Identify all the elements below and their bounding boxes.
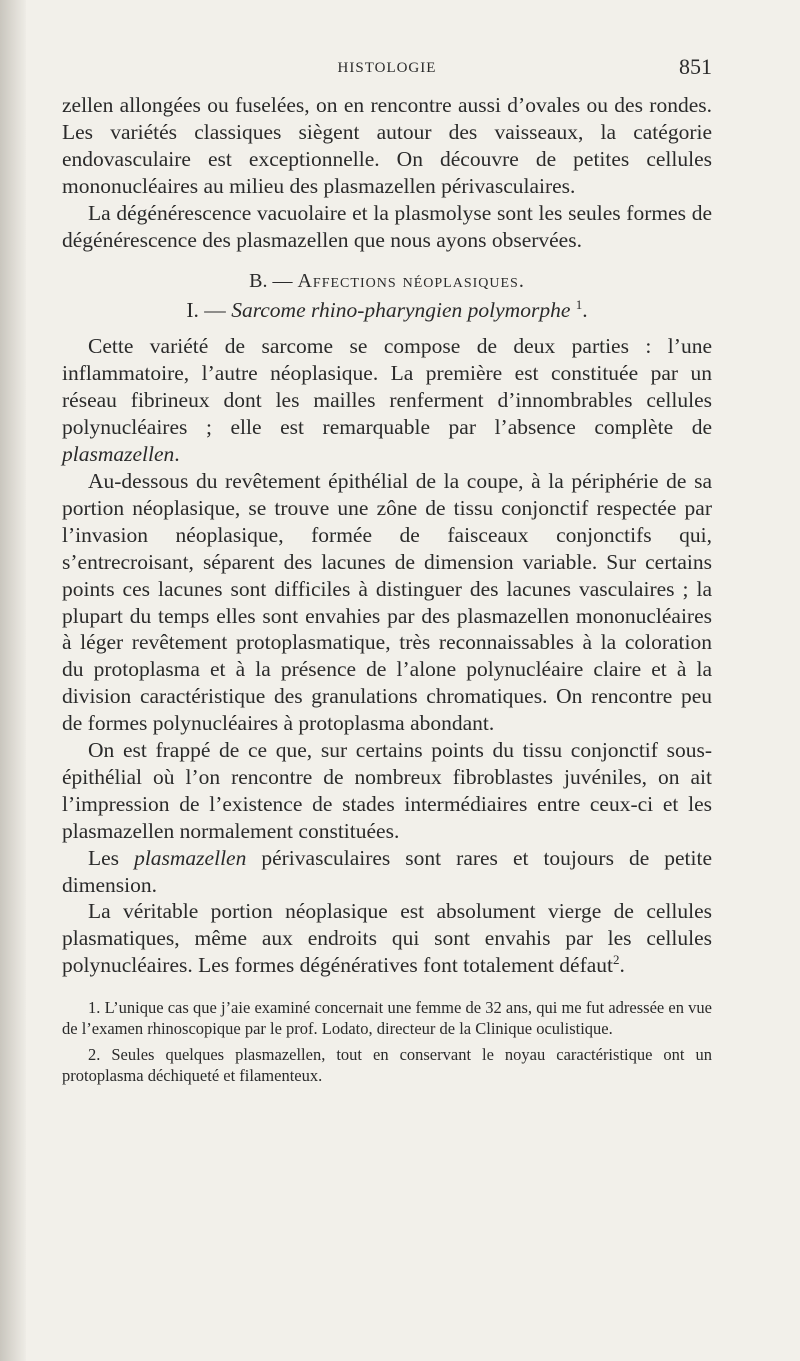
paragraph-5: On est frappé de ce que, sur certains points du tissu conjonctif sous-épithélial où l’on rencontre de nombreux fibroblastes juvéniles, on ait l’impression de l’existence de stades intermédiaires entre ceux-ci et les plasmazellen normalement constituées.: [62, 738, 712, 843]
paragraph-4: Au-dessous du revêtement épithélial de la coupe, à la périphérie de sa portion néoplasique, se trouve une zône de tissu conjonctif respectée par l’invasion néoplasique, formée de faisceaux conjonctifs qui, s’entrecroisant, séparent des lacunes de dimension variable. Sur certains points ces lacunes sont difficiles à distinguer des lacunes vasculaires ; la plupart du temps elles sont envahies par des plasmazellen mononucléaires à léger revêtement protoplasmatique, très reconnaissables à la coloration du protoplasma et à la présence de l’alone polynucléaire claire et à la division caractéristique des granulations chromatiques. On rencontre peu de formes polynucléaires à protoplasma abondant.: [62, 468, 712, 736]
paragraph-3-text: Cette variété de sarcome se compose de deux parties : l’une inflammatoire, l’autre néoplasique. La première est constituée par un réseau fibrineux dont les mailles renferment d’innombrables cellules polynucléaires ; elle est remarquable par l’absence complète de: [62, 334, 712, 440]
section-heading: [62, 267, 712, 295]
footnotes: [62, 997, 712, 1086]
paragraph-7: [62, 898, 712, 979]
paragraph-6-start: Les: [88, 845, 120, 870]
paragraph-7-end: .: [619, 953, 625, 978]
paragraph-2: La dégénérescence vacuolaire et la plasmolyse sont les seules formes de dégénérescence des plasmazellen que nous ayons observées.: [62, 200, 712, 252]
paragraph-6-rest: périvasculaires sont rares et toujours de petite dimension.: [62, 845, 713, 897]
paragraph-3: [62, 333, 712, 468]
paragraph-6-italic: plasmazellen: [134, 845, 247, 870]
subsection-heading: I. — Sarcome rhino-pharyngien polymorphe $^1$.: [186, 297, 588, 323]
paragraph-3-end: .: [174, 442, 180, 467]
footnote-1: [62, 997, 712, 1039]
footnote-ref-1: 1: [575, 297, 583, 313]
footnote-2-text: Seules quelques plasmazellen, tout en conservant le noyau caractéristique ont un protoplasma déchiqueté et filamenteux.: [62, 1045, 713, 1086]
footnote-2-marker: 2.: [88, 1045, 101, 1065]
running-title: HISTOLOGIE: [337, 60, 437, 76]
paragraph-3-italic: plasmazellen: [62, 442, 175, 467]
footnote-ref-2: 2: [613, 952, 620, 968]
running-head: [62, 48, 712, 92]
footnote-1-marker: 1.: [88, 998, 101, 1018]
paragraph-1: zellen allongées ou fuselées, on en rencontre aussi d’ovales ou des rondes. Les variétés classiques siègent autour des vaisseaux, la catégorie endovasculaire est exceptionnelle. On découvre de petites cellules mononucléaires au milieu des plasmazellen périvasculaires.: [62, 93, 712, 198]
section-title: Affections néoplasiques.: [297, 270, 525, 293]
page-spine-shadow: [0, 0, 26, 1361]
paragraph-7-text: La véritable portion néoplasique est absolument vierge de cellules plasmatiques, même aux endroits qui sont envahis par les cellules polynucléaires. Les formes dégénératives font totalement défaut: [62, 899, 712, 978]
subsection-number: I. —: [186, 298, 226, 323]
page-number: 851: [679, 54, 712, 79]
book-page: [62, 48, 712, 1086]
footnote-2: [62, 1044, 712, 1086]
subsection-title: Sarcome rhino-pharyngien polymorphe: [231, 298, 571, 323]
footnote-1-text: L’unique cas que j’aie examiné concernait une femme de 32 ans, qui me fut adressée en vue de l’examen rhinoscopique par le prof. Lodato, directeur de la Clinique oculistique.: [62, 998, 712, 1039]
section-letter: B. —: [249, 270, 293, 293]
paragraph-6: [62, 845, 712, 899]
